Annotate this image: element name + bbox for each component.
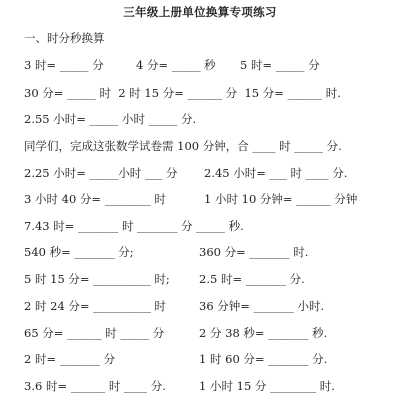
exercise-item: 4 分= _____ 秒 (136, 58, 216, 72)
exercise-item: 5 时= _____ 分 (240, 58, 320, 72)
exercise-item: 1 小时 15 分 ________ 时. (199, 379, 335, 393)
exercise-row (24, 165, 348, 181)
exercise-item: 1 小时 10 分钟= ______ 分钟 (204, 192, 358, 206)
exercise-item: 540 秒= _______ 分; (24, 245, 134, 259)
exercise-row (24, 191, 358, 207)
exercise-item: 360 分= _______ 时. (199, 245, 309, 259)
exercise-item: 2 分 38 秒= _______ 秒. (199, 326, 328, 340)
exercise-row (24, 351, 328, 367)
exercise-row (24, 244, 309, 260)
exercise-item: 2 时 24 分= __________ 时 (24, 299, 166, 313)
exercise-item: 65 分= ______ 时 _____ 分 (24, 326, 165, 340)
exercise-item: 3 时= _____ 分 (24, 58, 104, 72)
section-heading: 一、时分秒换算 (24, 31, 105, 45)
exercise-item: 1 时 60 分= _______ 分. (199, 352, 328, 366)
exercise-row: 2.55 小时= _____ 小时 _____ 分. (24, 112, 197, 126)
exercise-item: 5 时 15 分= __________ 时; (24, 272, 170, 286)
exercise-row (24, 271, 305, 287)
exercise-row (24, 298, 325, 314)
exercise-item: 3 小时 40 分= ________ 时 (24, 192, 166, 206)
page-title: 三年级上册单位换算专项练习 (123, 5, 277, 19)
exercise-item: 2.45 小时= ___ 时 ____ 分. (204, 166, 348, 180)
exercise-item: 2.5 时= _______ 分. (199, 272, 305, 286)
exercise-item: 2 时= _______ 分 (24, 352, 116, 366)
exercise-item: 36 分钟= _______ 小时. (199, 299, 325, 313)
exercise-row: 同学们，完成这张数学试卷需 100 分钟，合 ____ 时 _____ 分. (24, 139, 342, 153)
exercise-row (24, 378, 335, 394)
exercise-row: 7.43 时= _______ 时 _______ 分 _____ 秒. (24, 219, 244, 233)
exercise-item: 2.25 小时= _____小时 ___ 分 (24, 166, 178, 180)
exercise-row (24, 325, 328, 341)
exercise-item: 3.6 时= ______ 时 ____ 分. (24, 379, 166, 393)
exercise-row: 30 分= _____ 时 2 时 15 分= ______ 分 15 分= ______ 时. (24, 86, 341, 100)
exercise-row (24, 57, 320, 73)
